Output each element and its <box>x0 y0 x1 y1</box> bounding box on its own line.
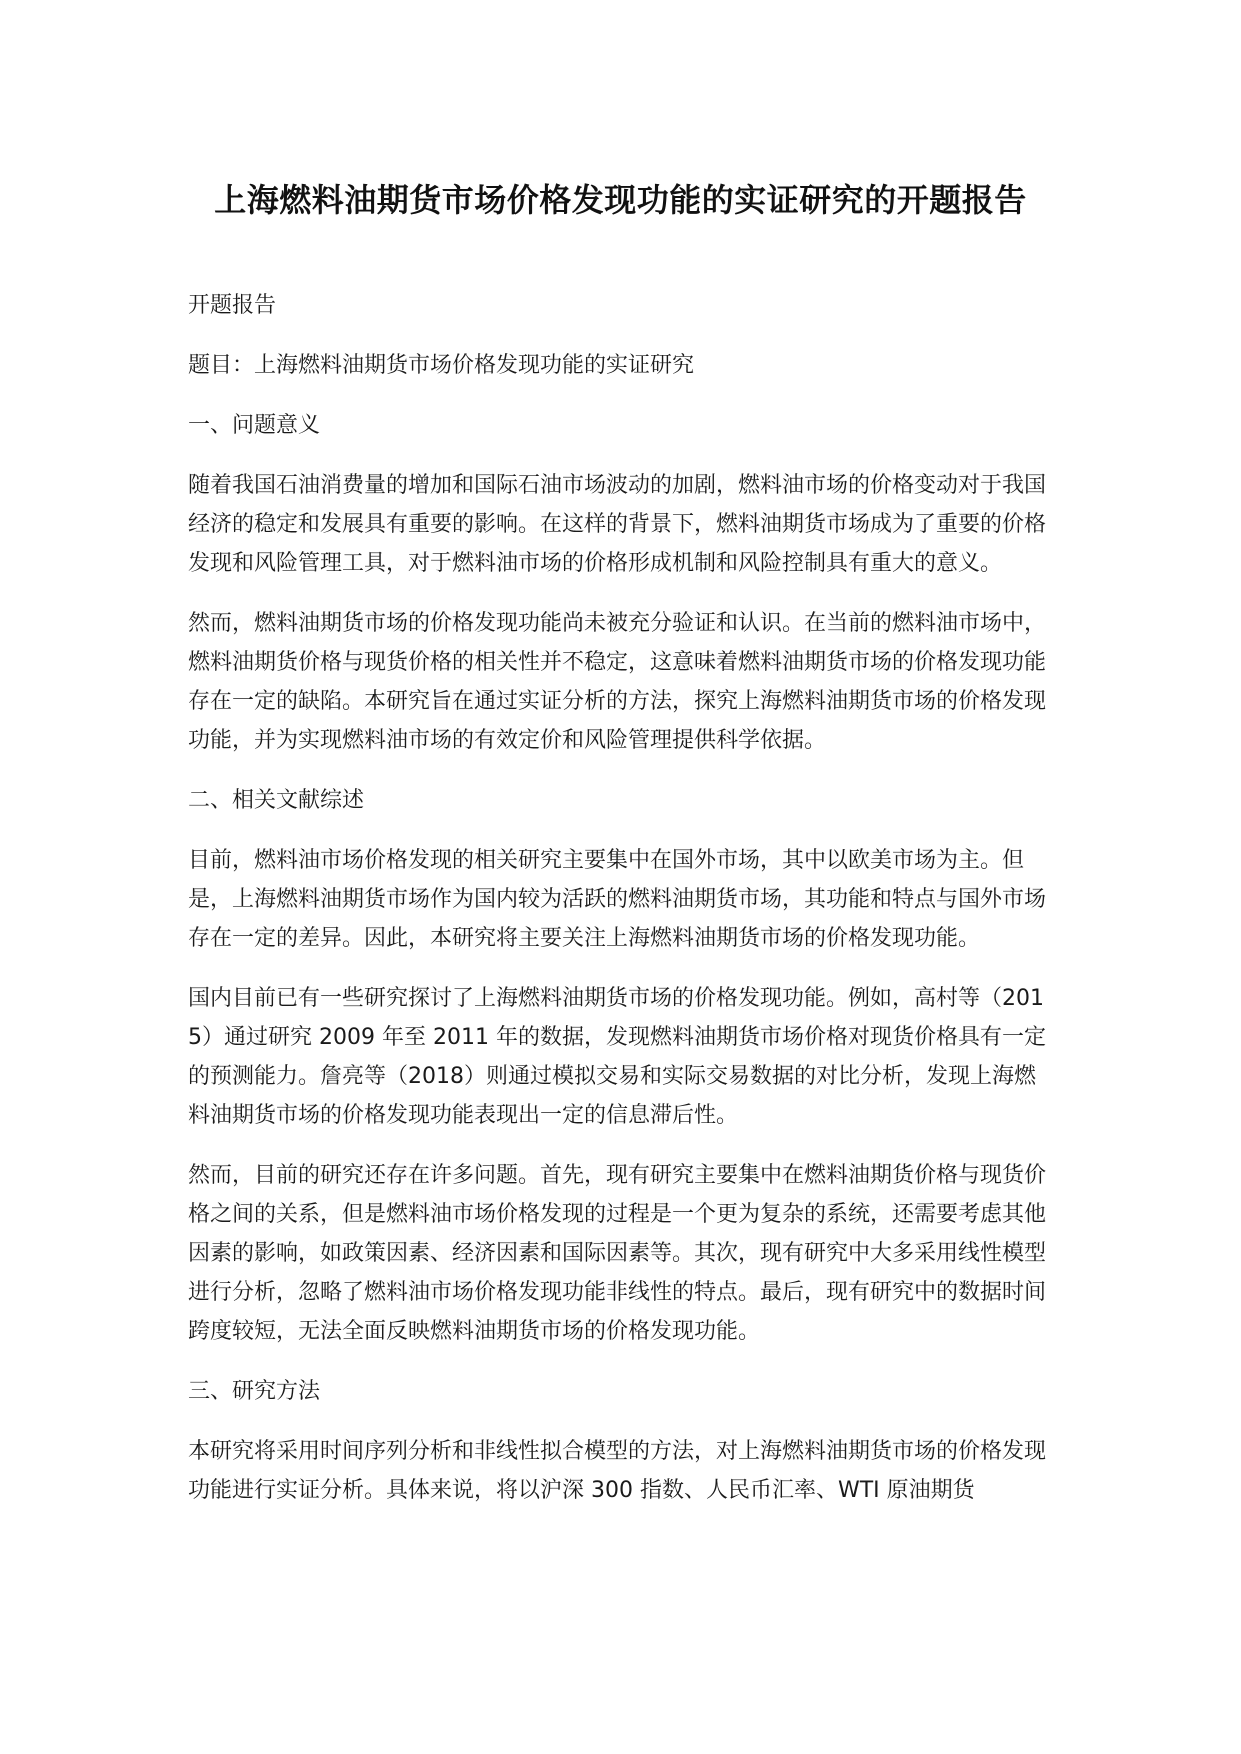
paragraph: 然而，目前的研究还存在许多问题。首先，现有研究主要集中在燃料油期货价格与现货价格之间的关系，但是燃料油市场价格发现的过程是一个更为复杂的系统，还需要考虑其他因素的影响，如政策因素、经济因素和国际因素等。其次，现有研究中大多采用线性模型进行分析，忽略了燃料油市场价格发现功能非线性的特点。最后，现有研究中的数据时间跨度较短，无法全面反映燃料油期货市场的价格发现功能。 <box>188 1163 1047 1344</box>
paragraph: 国内目前已有一些研究探讨了上海燃料油期货市场的价格发现功能。例如，高村等（2015）通过研究 2009 年至 2011 年的数据，发现燃料油期货市场价格对现货价格具有一定的预测能力。詹亮等（2018）则通过模拟交易和实际交易数据的对比分析，发现上海燃料油期货市场的价格发现功能表现出一定的信息滞后性。 <box>188 986 1046 1128</box>
section-heading-1: 一、问题意义 <box>188 413 321 438</box>
paragraph: 随着我国石油消费量的增加和国际石油市场波动的加剧，燃料油市场的价格变动对于我国经济的稳定和发展具有重要的影响。在这样的背景下，燃料油期货市场成为了重要的价格发现和风险管理工具，对于燃料油市场的价格形成机制和风险控制具有重大的意义。 <box>188 473 1047 576</box>
topic-line: 题目：上海燃料油期货市场价格发现功能的实证研究 <box>188 353 695 378</box>
paragraph: 目前，燃料油市场价格发现的相关研究主要集中在国外市场，其中以欧美市场为主。但是，上海燃料油期货市场作为国内较为活跃的燃料油期货市场，其功能和特点与国外市场存在一定的差异。因此，本研究将主要关注上海燃料油期货市场的价格发现功能。 <box>188 848 1047 951</box>
document-body <box>188 286 1056 1531</box>
section-heading-2: 二、相关文献综述 <box>188 788 365 813</box>
document-title: 上海燃料油期货市场价格发现功能的实证研究的开题报告 <box>214 181 1027 219</box>
paragraph: 然而，燃料油期货市场的价格发现功能尚未被充分验证和认识。在当前的燃料油市场中，燃料油期货价格与现货价格的相关性并不稳定，这意味着燃料油期货市场的价格发现功能存在一定的缺陷。本研究旨在通过实证分析的方法，探究上海燃料油期货市场的价格发现功能，并为实现燃料油市场的有效定价和风险管理提供科学依据。 <box>188 611 1047 753</box>
paragraph: 本研究将采用时间序列分析和非线性拟合模型的方法，对上海燃料油期货市场的价格发现功能进行实证分析。具体来说，将以沪深 300 指数、人民币汇率、WTI 原油期货 <box>188 1439 1047 1503</box>
report-label: 开题报告 <box>188 293 277 318</box>
section-heading-3: 三、研究方法 <box>188 1379 321 1404</box>
